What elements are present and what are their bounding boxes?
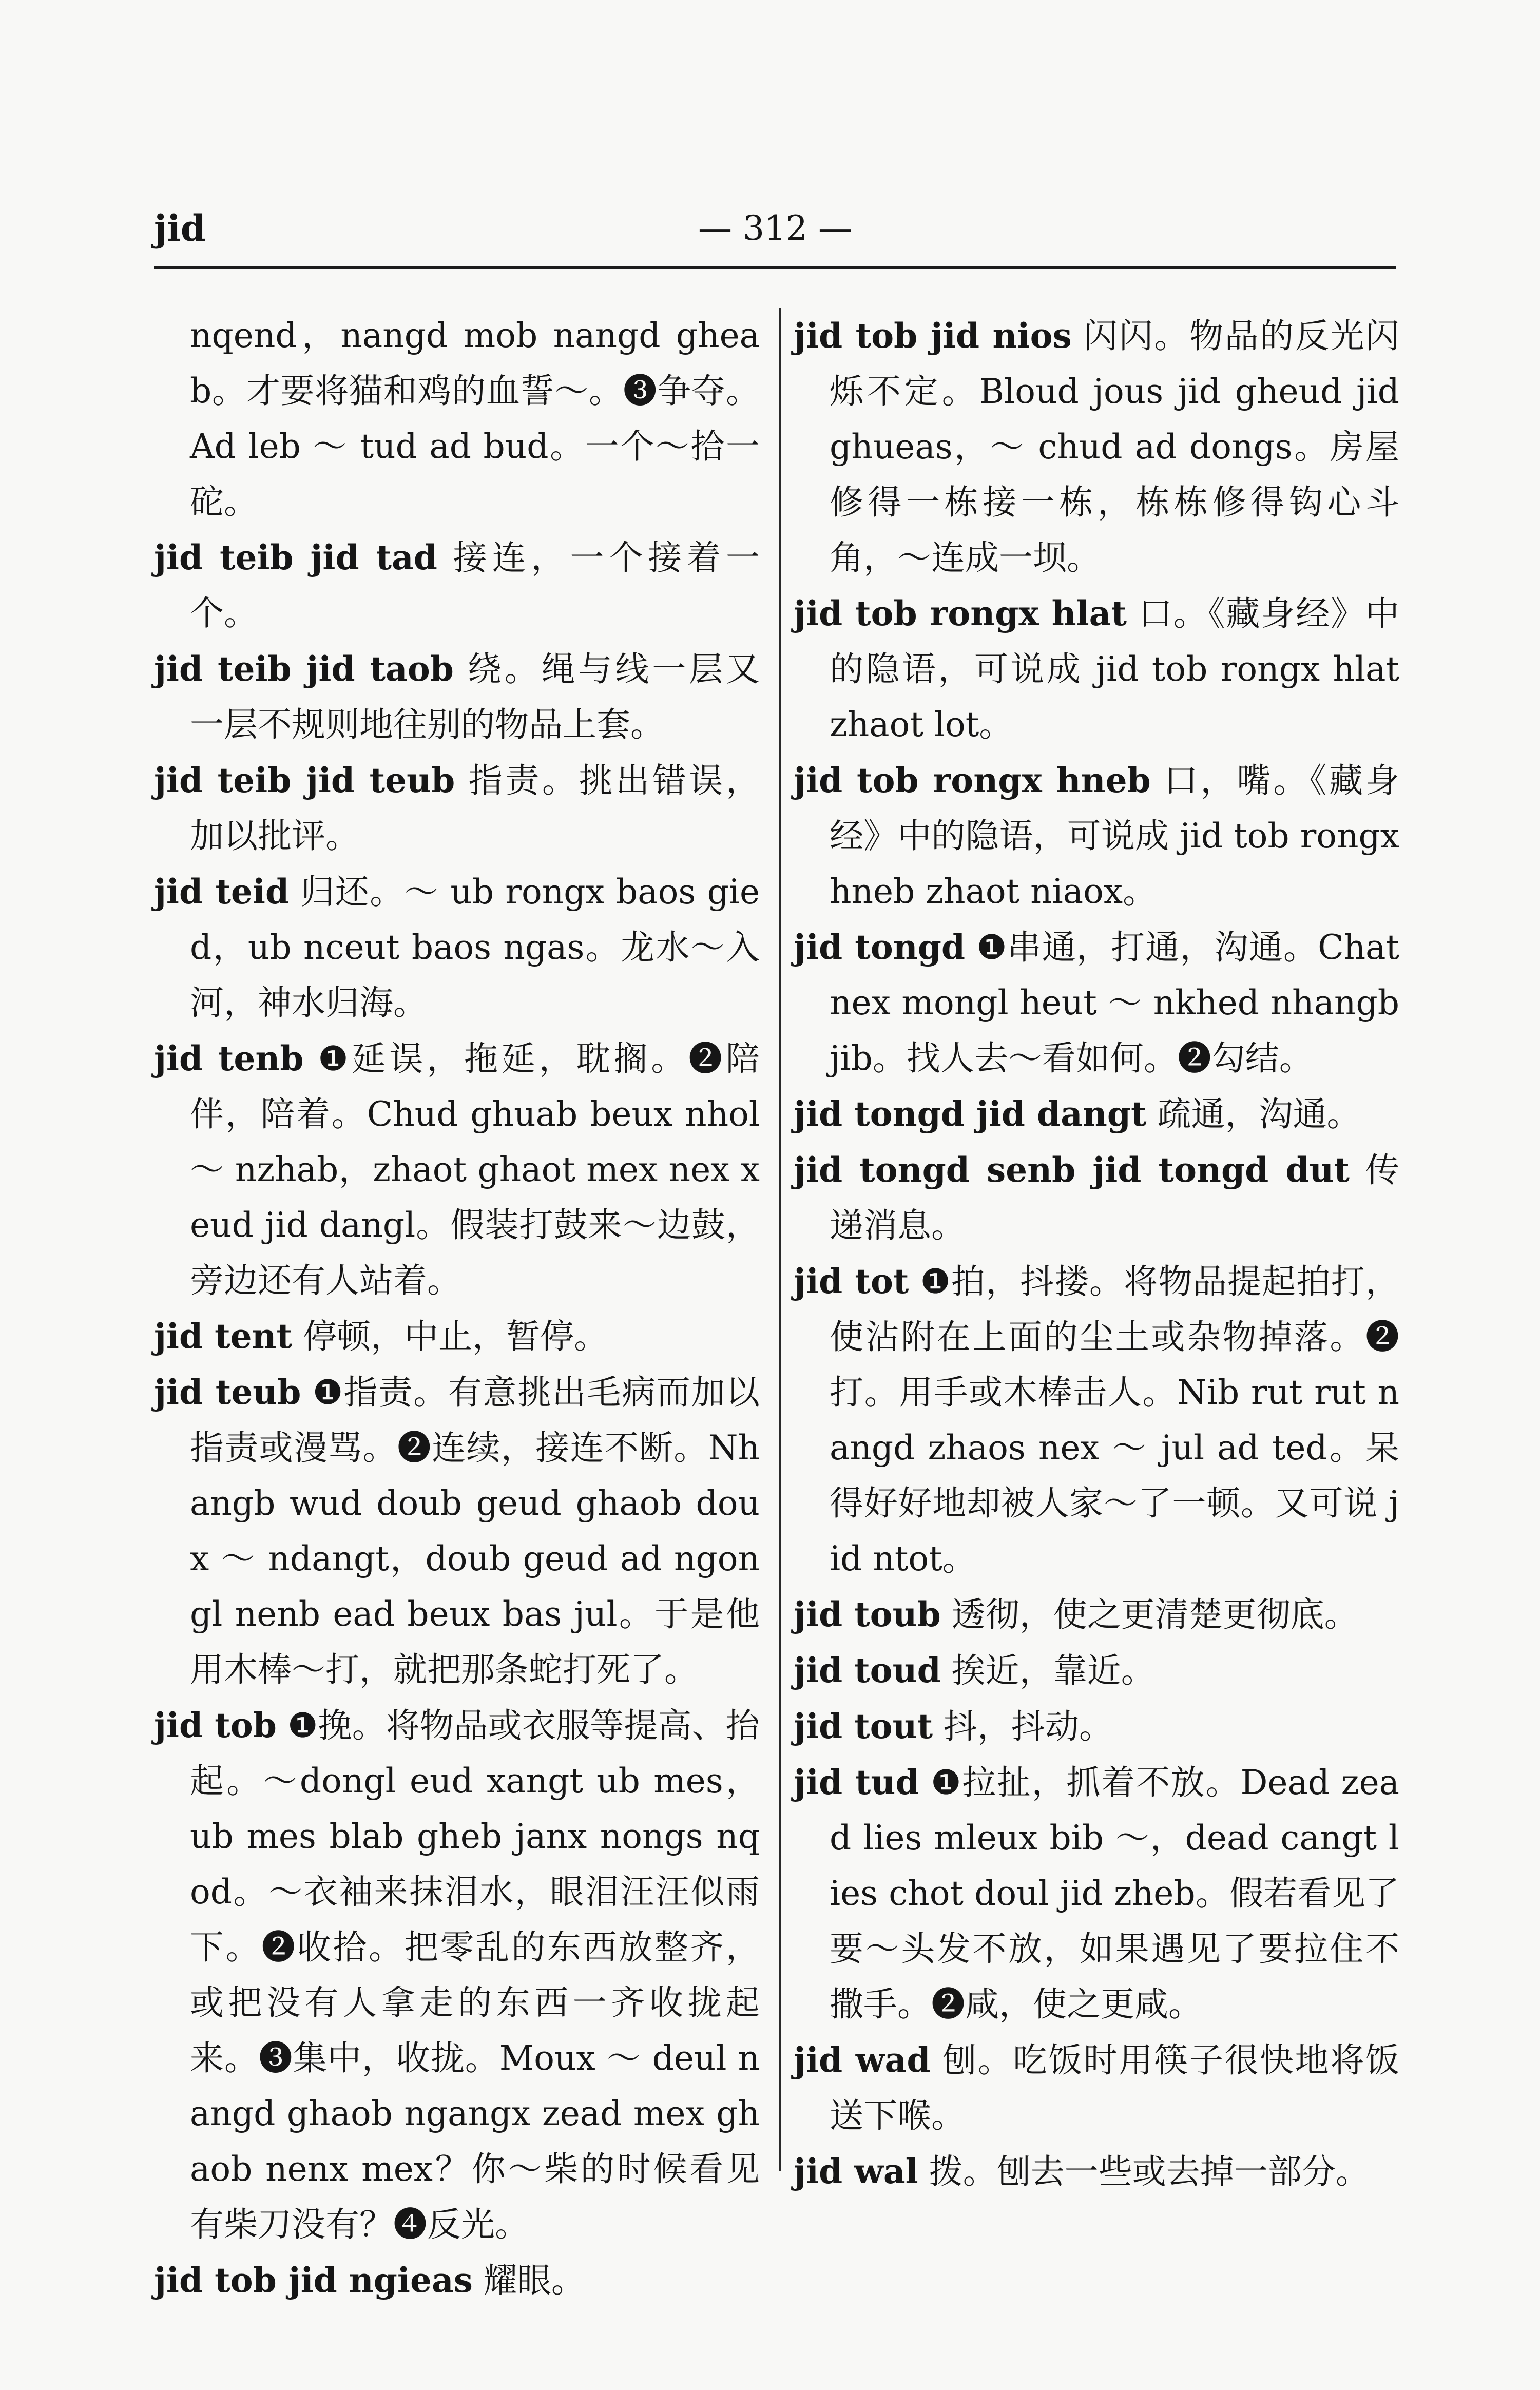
entry-headword: jid tob rongx hneb bbox=[794, 760, 1151, 800]
running-head bbox=[154, 200, 1396, 257]
dictionary-entry bbox=[794, 919, 1399, 1086]
entry-headword: jid teib jid taob bbox=[154, 649, 454, 689]
entry-definition: 闪闪。物品的反光闪烁不定。Bloud jous jid gheud jid ghueas，～ chud ad dongs。房屋修得一栋接一栋，栋栋修得钩心斗角，～连成一坝。 bbox=[830, 316, 1399, 577]
dictionary-entry bbox=[794, 2144, 1399, 2200]
entry-definition: 停顿，中止，暂停。 bbox=[303, 1317, 608, 1356]
dictionary-entry bbox=[794, 1254, 1399, 1587]
running-head-word: jid bbox=[154, 207, 206, 249]
dictionary-entry bbox=[794, 2032, 1399, 2144]
entry-definition: 接连，一个接着一个。 bbox=[190, 538, 760, 633]
entry-headword: jid tob bbox=[154, 1705, 277, 1745]
dictionary-entry bbox=[154, 1031, 760, 1308]
entry-headword: jid tob rongx hlat bbox=[794, 593, 1127, 633]
dictionary-entry bbox=[794, 1587, 1399, 1643]
entry-headword: jid teub bbox=[154, 1372, 301, 1412]
dictionary-entry bbox=[154, 1698, 760, 2252]
dictionary-entry bbox=[154, 2252, 760, 2308]
entry-definition: 口，嘴。《藏身经》中的隐语，可说成 jid tob rongx hneb zhaot niaox。 bbox=[830, 761, 1400, 911]
dictionary-entry bbox=[154, 530, 760, 641]
entry-headword: jid toub bbox=[794, 1594, 941, 1634]
continuation-text: nqend，nangd mob nangd gheab。才要将猫和鸡的血誓～。❸争夺。Ad leb ～ tud ad bud。一个～拾一砣。 bbox=[190, 316, 760, 522]
entry-definition: ❶拉扯，抓着不放。Dead zead lies mleux bib ～，dead cangt lies chot doul jid zheb。假若看见了要～头发不放，如果遇见了要拉住不撒手。❷咸，使之更咸。 bbox=[830, 1763, 1399, 2024]
entry-headword: jid tongd bbox=[794, 927, 966, 967]
entry-headword: jid tob jid ngieas bbox=[154, 2260, 473, 2300]
dictionary-entry bbox=[154, 753, 760, 864]
entry-headword: jid tud bbox=[794, 1762, 919, 1802]
right-column bbox=[794, 308, 1399, 2200]
entry-definition: 耀眼。 bbox=[483, 2261, 585, 2300]
dictionary-entry bbox=[154, 1308, 760, 1364]
entry-headword: jid teid bbox=[154, 872, 290, 912]
entry-definition: 口。《藏身经》中的隐语，可说成 jid tob rongx hlat zhaot lot。 bbox=[830, 594, 1400, 744]
dictionary-entry bbox=[794, 753, 1399, 919]
dictionary-entry bbox=[154, 864, 760, 1031]
entry-headword: jid tob jid nios bbox=[794, 316, 1072, 356]
entry-definition: 挨近，靠近。 bbox=[951, 1651, 1155, 1690]
dictionary-entry bbox=[794, 586, 1399, 753]
entry-definition: 绕。绳与线一层又一层不规则地往别的物品上套。 bbox=[190, 649, 760, 744]
entry-definition: ❶指责。有意挑出毛病而加以指责或漫骂。❷连续，接连不断。Nhangb wud doub geud ghaob doux ～ ndangt，doub geud ad ngongl nenb ead beux bas jul。于是他用木棒～打，就把那条蛇打死了。 bbox=[190, 1373, 760, 1689]
entry-definition: 拨。刨去一些或去掉一部分。 bbox=[929, 2152, 1370, 2191]
entry-definition: 指责。挑出错误，加以批评。 bbox=[190, 761, 760, 856]
entry-headword: jid teib jid teub bbox=[154, 760, 455, 800]
entry-definition: ❶挽。将物品或衣服等提高、抬起。～dongl eud xangt ub mes，ub mes blab gheb janx nongs nqod。～衣袖来抹泪水，眼泪汪汪似雨下。❷收拾。把零乱的东西放整齐，或把没有人拿走的东西一齐收拢起来。❸集中，收拢。Moux ～ deul nangd ghaob ngangx zead mex ghaob nenx mex？你～柴的时候看见有柴刀没有？❹反光。 bbox=[190, 1706, 760, 2244]
entry-definition: 归还。～ ub rongx baos gied，ub nceut baos ngas。龙水～入河，神水归海。 bbox=[190, 872, 760, 1023]
entry-headword: jid tongd senb jid tongd dut bbox=[794, 1150, 1350, 1190]
entry-headword: jid tot bbox=[794, 1261, 909, 1301]
entry-definition: 抖，抖动。 bbox=[944, 1707, 1113, 1746]
dictionary-entry bbox=[794, 1086, 1399, 1142]
header-rule bbox=[154, 266, 1396, 269]
entry-headword: jid tenb bbox=[154, 1038, 304, 1078]
entry-definition: 疏通，沟通。 bbox=[1157, 1094, 1361, 1134]
dictionary-entry bbox=[794, 1142, 1399, 1254]
entry-headword: jid toud bbox=[794, 1650, 941, 1690]
entry-definition: 刨。吃饭时用筷子很快地将饭送下喉。 bbox=[830, 2040, 1399, 2135]
page-number: — 312 — bbox=[698, 208, 852, 248]
dictionary-entry bbox=[154, 641, 760, 753]
entry-headword: jid tout bbox=[794, 1706, 933, 1746]
dictionary-entry bbox=[794, 1643, 1399, 1699]
entry-definition: ❶串通，打通，沟通。Chat nex mongl heut ～ nkhed nhangb jib。找人去～看如何。❷勾结。 bbox=[830, 928, 1399, 1078]
dictionary-entry bbox=[154, 1364, 760, 1698]
dictionary-entry bbox=[794, 308, 1399, 586]
column-divider bbox=[779, 308, 781, 2171]
entry-definition: ❶延误，拖延，耽搁。❷陪伴，陪着。Chud ghuab beux nhol ～ nzhab，zhaot ghaot mex nex xeud jid dangl。假装打鼓来～边鼓，旁边还有人站着。 bbox=[190, 1039, 760, 1300]
left-column bbox=[154, 308, 760, 2308]
entry-headword: jid wad bbox=[794, 2040, 931, 2080]
entry-definition: 透彻，使之更清楚更彻底。 bbox=[951, 1595, 1358, 1634]
entry-headword: jid tent bbox=[154, 1316, 293, 1356]
entry-headword: jid teib jid tad bbox=[154, 537, 437, 577]
entry-definition: 传递消息。 bbox=[830, 1150, 1399, 1245]
dictionary-entry bbox=[794, 1699, 1399, 1755]
entry-headword: jid tongd jid dangt bbox=[794, 1094, 1147, 1134]
entry-headword: jid wal bbox=[794, 2151, 918, 2191]
dictionary-entry bbox=[794, 1755, 1399, 2032]
entry-definition: ❶拍，抖搂。将物品提起拍打，使沾附在上面的尘土或杂物掉落。❷打。用手或木棒击人。Nib rut rut nangd zhaos nex ～ jul ad ted。呆得好好地却被人家～了一顿。又可说 jid ntot。 bbox=[830, 1262, 1399, 1578]
